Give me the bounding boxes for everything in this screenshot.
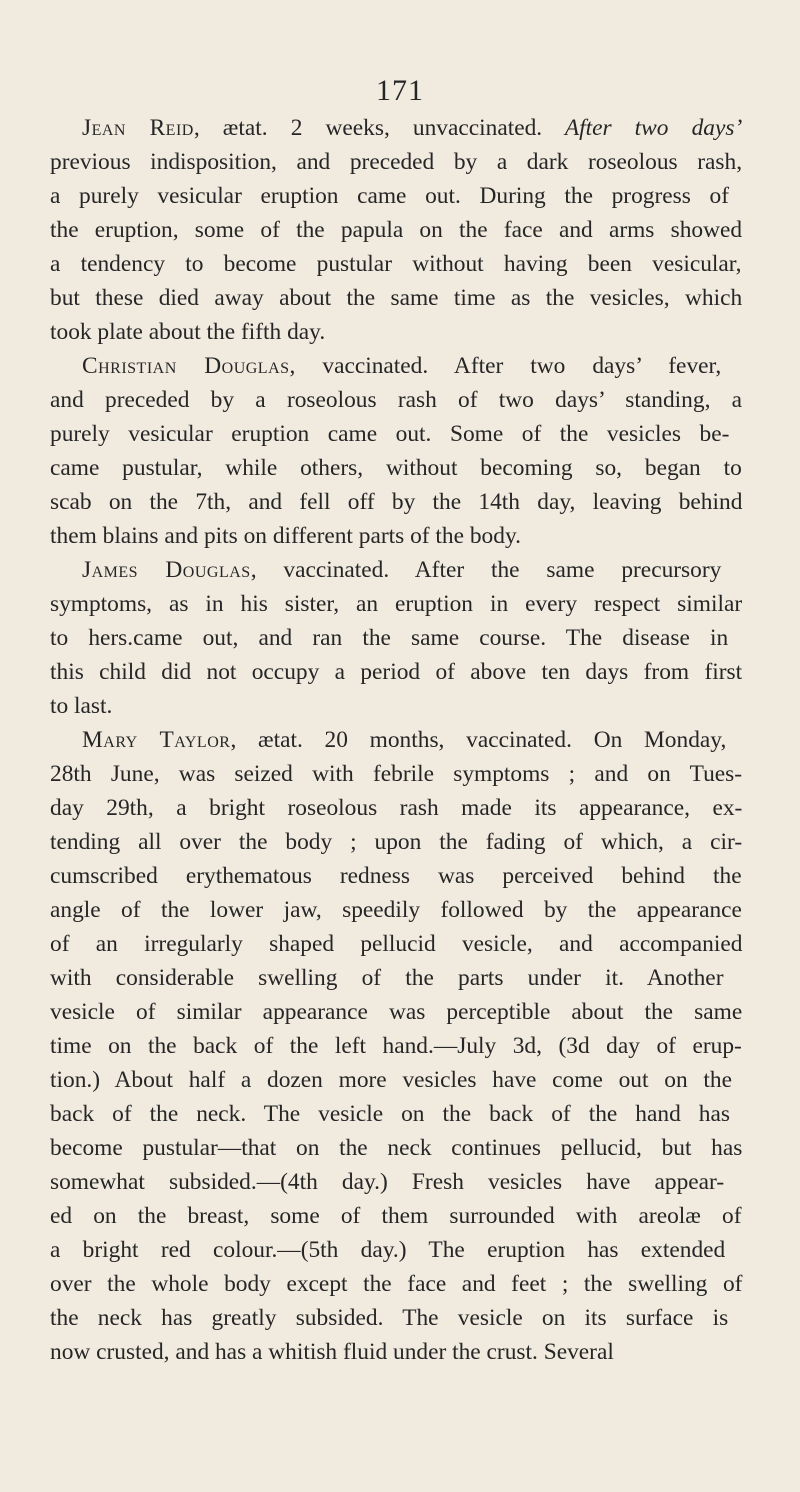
patient-name: Mary Taylor <box>82 727 231 753</box>
text-line: back of the neck. The vesicle on the back of the hand has <box>50 1101 730 1127</box>
text-line: to last. <box>50 693 113 719</box>
case-christian-douglas-line-1: Christian Douglas, vaccinated. After two days’ fever, <box>82 353 722 379</box>
text-line: this child did not occupy a period of above ten days from first <box>50 659 743 685</box>
text-line: took plate about the fifth day. <box>50 319 326 345</box>
page-number: 171 <box>376 74 424 107</box>
text-line: somewhat subsided.—(4th day.) Fresh vesicles have appear- <box>50 1169 725 1195</box>
text-line: day 29th, a bright roseolous rash made its appearance, ex- <box>50 795 743 821</box>
text-line: scab on the 7th, and fell off by the 14th day, leaving behind <box>50 489 743 515</box>
text-line: time on the back of the left hand.—July 3d, (3d day of erup- <box>50 1033 742 1059</box>
text-line: a bright red colour.—(5th day.) The eruption has extended <box>50 1237 726 1263</box>
text-line: a purely vesicular eruption came out. During the progress of <box>50 183 729 209</box>
text-line: tending all over the body ; upon the fading of which, a cir- <box>50 829 743 855</box>
text-line: purely vesicular eruption came out. Some of the vesicles be- <box>50 421 730 447</box>
text-line: the eruption, some of the papula on the face and arms showed <box>50 217 743 243</box>
case-jean-reid-line-1: Jean Reid, ætat. 2 weeks, unvaccinated. After two days’ <box>82 115 743 141</box>
text-line: the neck has greatly subsided. The vesicle on its surface is <box>50 1305 729 1331</box>
text-line: 28th June, was seized with febrile symptoms ; and on Tues- <box>50 761 743 787</box>
text-line: a tendency to become pustular without having been vesicular, <box>50 251 742 277</box>
patient-name: James Douglas <box>82 557 251 583</box>
text-line: cumscribed erythematous redness was perceived behind the <box>50 863 742 889</box>
text-line: tion.) About half a dozen more vesicles have come out on the <box>50 1067 732 1093</box>
text-line: and preceded by a roseolous rash of two days’ standing, a <box>50 387 743 413</box>
case-james-douglas-line-1: James Douglas, vaccinated. After the same precursory <box>82 557 722 583</box>
text-line: ed on the breast, some of them surrounded with areolæ of <box>50 1203 742 1229</box>
text-line: them blains and pits on different parts of the body. <box>50 523 521 549</box>
text-line: angle of the lower jaw, speedily followed by the appearance <box>50 897 742 923</box>
case-mary-taylor-line-1: Mary Taylor, ætat. 20 months, vaccinated. On Monday, <box>82 727 727 753</box>
text-line: but these died away about the same time as the vesicles, which <box>50 285 743 311</box>
text-line: vesicle of similar appearance was perceptible about the same <box>50 999 743 1025</box>
text-line: came pustular, while others, without becoming so, began to <box>50 455 742 481</box>
text-line: symptoms, as in his sister, an eruption in every respect similar <box>50 591 743 617</box>
text-line: over the whole body except the face and feet ; the swelling of <box>50 1271 743 1297</box>
text-line: with considerable swelling of the parts under it. Another <box>50 965 724 991</box>
text-line: previous indisposition, and preceded by a dark roseolous rash, <box>50 149 743 175</box>
text-line: to hers.came out, and ran the same course. The disease in <box>50 625 729 651</box>
text-line: of an irregularly shaped pellucid vesicle, and accompanied <box>50 931 743 957</box>
text-line: now crusted, and has a whitish fluid under the crust. Several <box>50 1339 614 1365</box>
patient-name: Christian Douglas <box>82 353 290 379</box>
text-line: become pustular—that on the neck continues pellucid, but has <box>50 1135 743 1161</box>
patient-name: Jean Reid <box>82 115 194 141</box>
